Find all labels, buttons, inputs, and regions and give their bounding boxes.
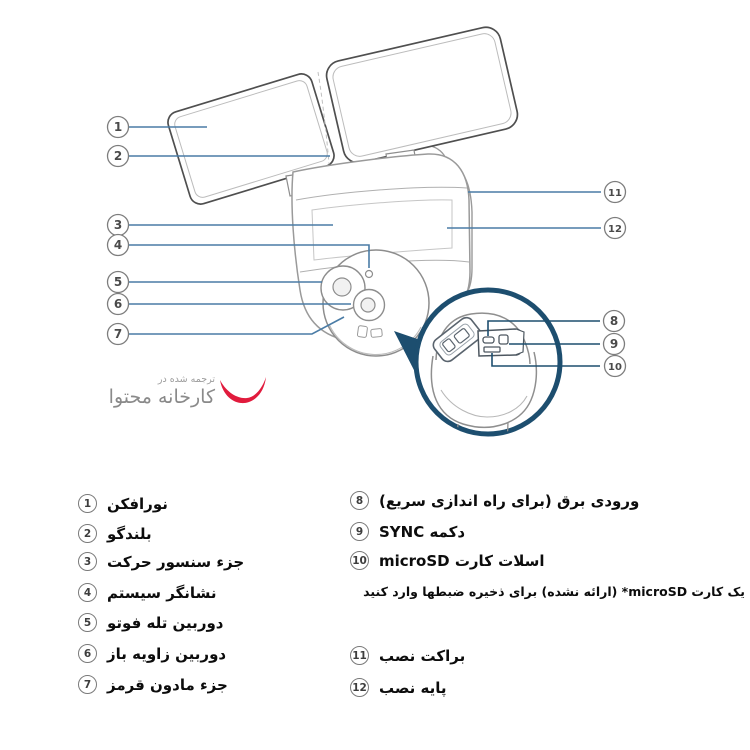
callout-badge-4 [108, 235, 129, 256]
callout-badge-3 [108, 215, 129, 236]
legend-item-2 [78, 523, 152, 544]
svg-text:3: 3 [113, 218, 123, 232]
legend-label-motion-sensor: جزء سنسور حرکت [107, 552, 245, 571]
legend-item-6 [78, 643, 226, 664]
legend-badge-2: 2 [78, 524, 97, 543]
callout-badge-5 [108, 272, 129, 293]
legend-item-12 [350, 677, 447, 698]
legend-badge-5: 5 [78, 613, 97, 632]
legend-label-wide-angle-camera: دوربین زاویه باز [107, 644, 227, 663]
legend-badge-3: 3 [78, 552, 97, 571]
legend-badge-10: 10 [350, 551, 369, 570]
legend-badge-12: 12 [350, 678, 369, 697]
callout-badge-1 [108, 117, 129, 138]
legend-badge-8: 8 [350, 491, 369, 510]
legend-item-3 [78, 551, 244, 572]
power-input-port [483, 337, 494, 343]
legend-label-mounting-base: پایه نصب [379, 678, 447, 697]
callout-badge-2 [108, 146, 129, 167]
svg-text:12: 12 [608, 224, 622, 235]
svg-text:11: 11 [608, 188, 622, 199]
svg-text:4: 4 [113, 238, 123, 252]
legend-item-11 [350, 645, 465, 666]
svg-text:10: 10 [608, 362, 622, 373]
legend-label-floodlight: نورافکن [107, 494, 168, 513]
brand-swoosh-icon [218, 372, 268, 406]
callout-badge-6 [108, 294, 129, 315]
legend-label-sync-button: دکمه SYNC [379, 522, 466, 541]
svg-text:9: 9 [609, 337, 619, 351]
legend-item-8 [350, 490, 639, 511]
svg-text:8: 8 [609, 314, 619, 328]
legend-label-microsd-slot: اسلات کارت microSD [379, 551, 545, 570]
legend-badge-6: 6 [78, 644, 97, 663]
system-indicator-dot [366, 271, 373, 278]
legend-label-power-input: ورودی برق (برای راه اندازی سریع) [379, 491, 640, 510]
microsd-note: یک کارت microSD* (ارائه نشده) برای ذخیره ضبطها وارد کنید [363, 584, 745, 599]
legend-label-speaker: بلندگو [107, 524, 152, 543]
legend-item-1 [78, 493, 168, 514]
sync-button [499, 335, 508, 344]
legend-item-10 [350, 550, 545, 571]
svg-text:7: 7 [113, 327, 123, 341]
svg-text:6: 6 [113, 297, 123, 311]
legend-badge-4: 4 [78, 583, 97, 602]
callout-badge-8 [604, 311, 625, 332]
legend-badge-7: 7 [78, 675, 97, 694]
callout-badge-10 [605, 356, 626, 377]
legend-label-infrared: جزء مادون قرمز [107, 675, 228, 694]
translator-watermark [88, 372, 268, 409]
microsd-slot [484, 347, 500, 352]
legend-label-mounting-bracket: براکت نصب [379, 646, 466, 665]
watermark-brand-text: کارخانه محتوا [108, 386, 215, 408]
legend-badge-1: 1 [78, 494, 97, 513]
svg-text:5: 5 [113, 275, 123, 289]
legend-badge-11: 11 [350, 646, 369, 665]
svg-text:2: 2 [113, 149, 123, 163]
svg-text:1: 1 [113, 120, 123, 134]
port-recess [478, 329, 524, 356]
legend-label-system-indicator: نشانگر سیستم [107, 583, 217, 602]
floodlight-panel-right [324, 24, 521, 165]
callout-badge-12 [605, 218, 626, 239]
legend-label-telephoto-camera: دوربین تله فوتو [107, 613, 224, 632]
callout-badge-11 [605, 182, 626, 203]
watermark-small-text: ترجمه شده در [157, 374, 215, 385]
legend-item-9 [350, 521, 465, 542]
legend-item-4 [78, 582, 216, 603]
callout-badge-7 [108, 324, 129, 345]
callout-badge-9 [604, 334, 625, 355]
legend-badge-9: 9 [350, 522, 369, 541]
legend-item-7 [78, 674, 228, 695]
legend-item-5 [78, 612, 223, 633]
